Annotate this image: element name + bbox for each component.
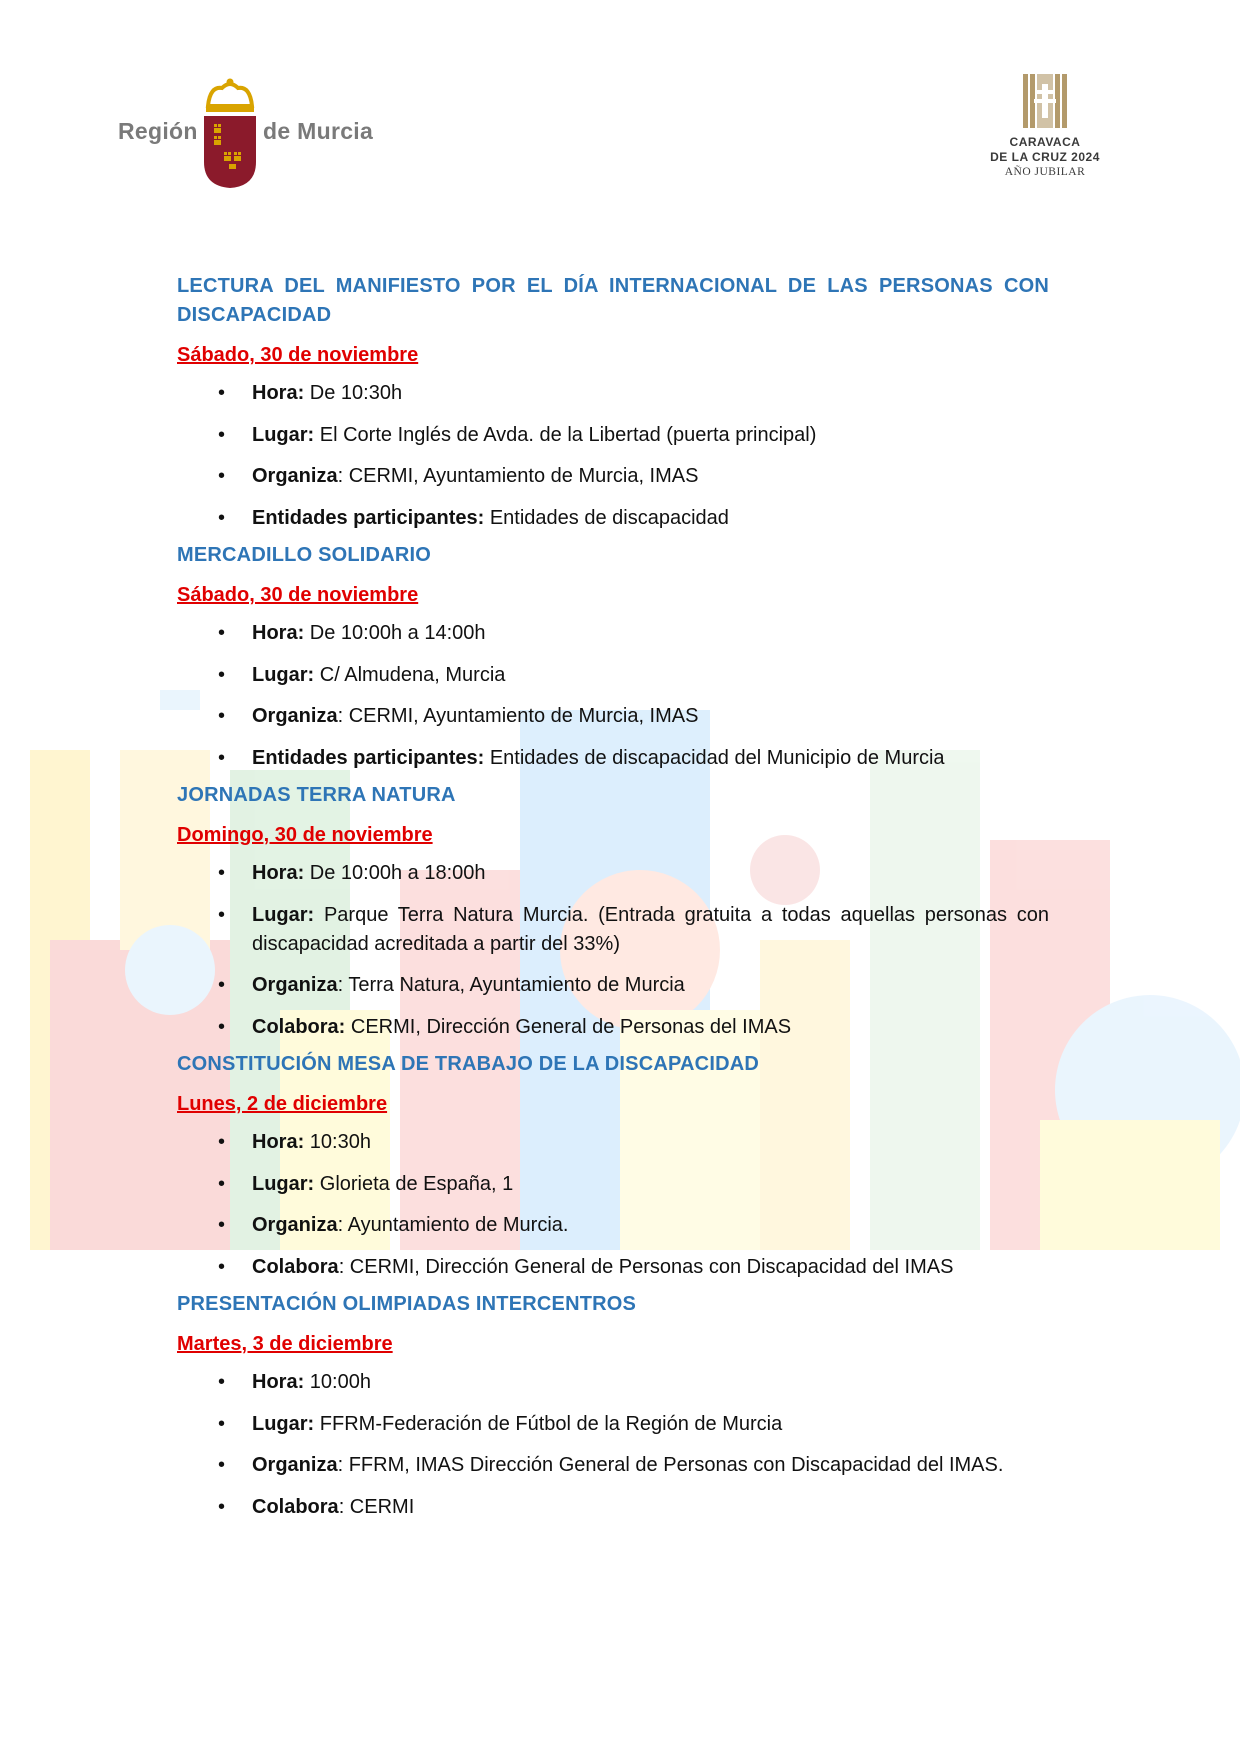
bullet-icon: • — [218, 1495, 226, 1518]
detail-label: Organiza — [252, 974, 338, 996]
detail-value: : CERMI, Ayuntamiento de Murcia, IMAS — [337, 465, 699, 487]
detail-lugar — [177, 421, 1049, 450]
bullet-icon: • — [218, 1214, 226, 1236]
caravaca-2024-logo — [975, 72, 1115, 192]
bullet-icon: • — [218, 1371, 226, 1393]
bullet-icon: • — [218, 705, 226, 727]
bullet-icon: • — [218, 382, 226, 404]
detail-label: Organiza — [252, 705, 338, 727]
detail-label: Organiza — [252, 1454, 338, 1476]
logo-word-de-murcia: de Murcia — [263, 118, 374, 144]
detail-organiza — [177, 462, 1049, 491]
event-mercadillo — [177, 541, 1049, 773]
detail-hora — [177, 619, 1049, 648]
detail-value: De 10:00h a 18:00h — [304, 862, 486, 884]
detail-organiza — [177, 702, 1049, 731]
caravaca-line3: AÑO JUBILAR — [1004, 166, 1086, 178]
detail-value: : CERMI, Ayuntamiento de Murcia, IMAS — [337, 705, 699, 727]
detail-lugar — [177, 901, 1049, 959]
detail-lugar — [177, 1170, 1049, 1199]
detail-lugar — [177, 1410, 1049, 1439]
detail-value: : Terra Natura, Ayuntamiento de Murcia — [337, 974, 685, 996]
detail-label: Lugar: — [252, 1172, 315, 1195]
detail-label: Hora: — [252, 862, 305, 884]
detail-hora — [177, 1128, 1049, 1157]
detail-label: Entidades participantes: — [252, 506, 485, 529]
detail-value: : FFRM, IMAS Dirección General de Personas con Discapacidad del IMAS. — [337, 1454, 1004, 1476]
detail-label: Colabora — [252, 1495, 339, 1518]
bullet-icon: • — [218, 1255, 226, 1278]
detail-value: : Ayuntamiento de Murcia. — [337, 1214, 569, 1236]
caravaca-line2: DE LA CRUZ 2024 — [990, 150, 1100, 164]
detail-label: Lugar: — [252, 663, 315, 686]
detail-label: Hora: — [252, 1131, 305, 1153]
event-title: MERCADILLO SOLIDARIO — [177, 544, 431, 566]
detail-label: Organiza — [252, 465, 338, 487]
detail-label: Organiza — [252, 1214, 338, 1236]
detail-value: Glorieta de España, 1 — [314, 1172, 514, 1195]
detail-label: Colabora: — [252, 1015, 346, 1038]
detail-hora — [177, 1368, 1049, 1397]
event-terra-natura — [177, 781, 1049, 1042]
detail-label: Lugar: — [252, 423, 315, 446]
detail-value: FFRM-Federación de Fútbol de la Región de Murcia — [314, 1412, 783, 1435]
event-title: PRESENTACIÓN OLIMPIADAS INTERCENTROS — [177, 1293, 637, 1315]
detail-value: C/ Almudena, Murcia — [314, 663, 506, 686]
event-details — [177, 1128, 1049, 1282]
detail-value: : CERMI — [338, 1495, 415, 1518]
bullet-icon: • — [218, 1172, 226, 1195]
detail-colabora — [177, 1493, 1049, 1522]
coat-of-arms-icon — [200, 78, 260, 190]
event-details — [177, 859, 1049, 1042]
detail-organiza — [177, 971, 1049, 1000]
detail-value: : CERMI, Dirección General de Personas con Discapacidad del IMAS — [338, 1255, 954, 1278]
detail-hora — [177, 379, 1049, 408]
detail-value: Parque Terra Natura Murcia. (Entrada gratuita a todas aquellas personas con discapacidad acreditada a partir del 33%) — [252, 903, 1049, 955]
detail-organiza — [177, 1451, 1049, 1480]
event-details — [177, 619, 1049, 773]
detail-label: Hora: — [252, 1371, 305, 1393]
bullet-icon: • — [218, 506, 226, 529]
detail-label: Entidades participantes: — [252, 746, 485, 769]
detail-label: Lugar: — [252, 903, 315, 926]
bullet-icon: • — [218, 1131, 226, 1153]
bullet-icon: • — [218, 423, 226, 446]
event-date: Martes, 3 de diciembre — [177, 1333, 393, 1355]
event-olimpiadas — [177, 1290, 1049, 1522]
bullet-icon: • — [218, 622, 226, 644]
detail-label: Hora: — [252, 382, 305, 404]
detail-hora — [177, 859, 1049, 888]
detail-value: CERMI, Dirección General de Personas del IMAS — [345, 1015, 792, 1038]
detail-value: Entidades de discapacidad del Municipio de Murcia — [484, 746, 945, 769]
detail-value: De 10:00h a 14:00h — [304, 622, 486, 644]
detail-value: 10:00h — [304, 1371, 371, 1393]
detail-entidades — [177, 504, 1049, 533]
detail-entidades — [177, 744, 1049, 773]
detail-colabora — [177, 1253, 1049, 1282]
detail-value: El Corte Inglés de Avda. de la Libertad (puerta principal) — [314, 423, 817, 446]
event-details — [177, 379, 1049, 533]
bullet-icon: • — [218, 862, 226, 884]
bullet-icon: • — [218, 663, 226, 686]
bullet-icon: • — [218, 1412, 226, 1435]
event-list — [177, 272, 1049, 1534]
caravaca-cross-icon — [1021, 72, 1069, 130]
event-details — [177, 1368, 1049, 1522]
event-date: Sábado, 30 de noviembre — [177, 584, 419, 606]
detail-value: 10:30h — [304, 1131, 371, 1153]
detail-value: Entidades de discapacidad — [484, 506, 729, 529]
event-date: Domingo, 30 de noviembre — [177, 824, 433, 846]
bullet-icon: • — [218, 903, 226, 926]
event-date: Lunes, 2 de diciembre — [177, 1093, 388, 1115]
bullet-icon: • — [218, 1454, 226, 1476]
detail-label: Lugar: — [252, 1412, 315, 1435]
event-title: CONSTITUCIÓN MESA DE TRABAJO DE LA DISCAPACIDAD — [177, 1053, 760, 1075]
bullet-icon: • — [218, 974, 226, 996]
event-manifiesto — [177, 272, 1049, 533]
event-date: Sábado, 30 de noviembre — [177, 344, 419, 366]
event-title: JORNADAS TERRA NATURA — [177, 784, 456, 806]
caravaca-line1: CARAVACA — [1009, 135, 1081, 149]
detail-lugar — [177, 661, 1049, 690]
logo-word-region: Región — [118, 118, 198, 144]
detail-value: De 10:30h — [304, 382, 403, 404]
detail-label: Colabora — [252, 1255, 339, 1278]
bullet-icon: • — [218, 746, 226, 769]
event-mesa-trabajo — [177, 1050, 1049, 1282]
region-de-murcia-logo — [118, 78, 378, 198]
bullet-icon: • — [218, 465, 226, 487]
detail-organiza — [177, 1211, 1049, 1240]
detail-colabora — [177, 1013, 1049, 1042]
bullet-icon: • — [218, 1015, 226, 1038]
detail-label: Hora: — [252, 622, 305, 644]
event-title: LECTURA DEL MANIFIESTO POR EL DÍA INTERNACIONAL DE LAS PERSONAS CON DISCAPACIDAD — [177, 275, 1049, 326]
